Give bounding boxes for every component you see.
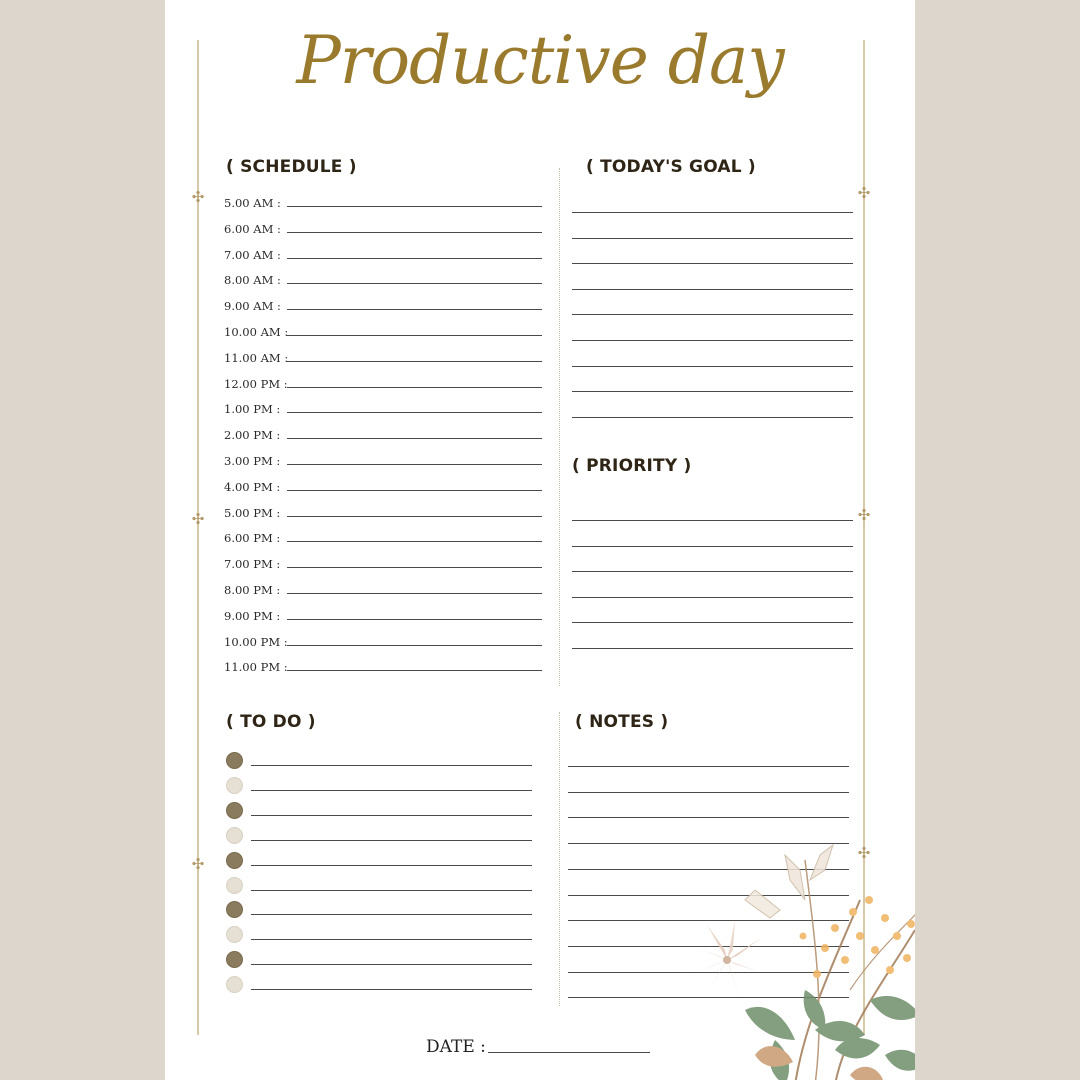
schedule-row [224, 400, 542, 420]
goal-line[interactable] [572, 391, 853, 392]
ornament-icon: ✣ [191, 510, 205, 528]
todo-line[interactable] [251, 815, 532, 816]
schedule-entry-line[interactable] [287, 645, 542, 646]
date-label: DATE : [426, 1037, 486, 1057]
schedule-entry-line[interactable] [287, 567, 542, 568]
todo-checkbox[interactable] [226, 926, 243, 943]
goal-line[interactable] [572, 340, 853, 341]
todo-item [226, 777, 532, 797]
ornament-icon: ✣ [857, 184, 871, 202]
schedule-entry-line[interactable] [287, 490, 542, 491]
schedule-time-label: 11.00 PM : [224, 660, 288, 675]
schedule-row [224, 349, 542, 369]
priority-line[interactable] [572, 597, 853, 598]
schedule-time-label: 3.00 PM : [224, 454, 281, 468]
schedule-time-label: 8.00 PM : [224, 583, 281, 597]
goal-line[interactable] [572, 263, 853, 264]
todo-checkbox[interactable] [226, 852, 243, 869]
notes-heading: ( NOTES ) [575, 712, 669, 732]
todo-item [226, 752, 532, 772]
todo-item [226, 901, 532, 921]
todo-item [226, 802, 532, 822]
schedule-entry-line[interactable] [287, 387, 542, 388]
priority-line[interactable] [572, 622, 853, 623]
goal-line[interactable] [572, 366, 853, 367]
ornament-icon: ✣ [191, 855, 205, 873]
schedule-row [224, 220, 542, 240]
goal-line[interactable] [572, 212, 853, 213]
todo-line[interactable] [251, 790, 532, 791]
planner-page [165, 0, 915, 1080]
column-divider [559, 168, 560, 686]
schedule-row [224, 452, 542, 472]
schedule-time-label: 9.00 PM : [224, 608, 281, 623]
todo-line[interactable] [251, 840, 532, 841]
todo-item [226, 976, 532, 996]
schedule-time-label: 8.00 AM : [224, 273, 281, 288]
todo-checkbox[interactable] [226, 752, 243, 769]
schedule-row [224, 633, 542, 653]
todo-line[interactable] [251, 989, 532, 990]
ornament-icon: ✣ [857, 844, 871, 862]
date-field[interactable] [488, 1052, 650, 1053]
goal-line[interactable] [572, 289, 853, 290]
goal-line[interactable] [572, 417, 853, 418]
priority-line[interactable] [572, 648, 853, 649]
schedule-heading: ( SCHEDULE ) [226, 157, 357, 177]
todo-item [226, 877, 532, 897]
schedule-entry-line[interactable] [287, 619, 542, 620]
priority-line[interactable] [572, 546, 853, 547]
todo-checkbox[interactable] [226, 827, 243, 844]
notes-line[interactable] [568, 766, 849, 767]
todo-line[interactable] [251, 964, 532, 965]
todo-checkbox[interactable] [226, 877, 243, 894]
schedule-entry-line[interactable] [287, 593, 542, 594]
schedule-row [224, 658, 542, 678]
priority-heading: ( PRIORITY ) [572, 456, 692, 476]
schedule-row [224, 375, 542, 395]
todo-checkbox[interactable] [226, 976, 243, 993]
todo-heading: ( TO DO ) [226, 712, 316, 732]
schedule-time-label: 2.00 PM : [224, 428, 281, 443]
todo-checkbox[interactable] [226, 777, 243, 794]
todo-line[interactable] [251, 865, 532, 866]
todo-item [226, 951, 532, 971]
schedule-entry-line[interactable] [287, 232, 542, 233]
schedule-row [224, 297, 542, 317]
schedule-row [224, 581, 542, 601]
schedule-entry-line[interactable] [287, 464, 542, 465]
todo-checkbox[interactable] [226, 901, 243, 918]
schedule-time-label: 10.00 PM : [224, 634, 288, 649]
column-divider [559, 712, 560, 1006]
schedule-time-label: 12.00 PM : [224, 376, 288, 391]
schedule-row [224, 246, 542, 266]
schedule-row [224, 271, 542, 291]
schedule-entry-line[interactable] [287, 335, 542, 336]
schedule-entry-line[interactable] [287, 412, 542, 413]
priority-line[interactable] [572, 520, 853, 521]
todo-line[interactable] [251, 890, 532, 891]
priority-line[interactable] [572, 571, 853, 572]
floral-illustration [685, 840, 915, 1080]
goal-line[interactable] [572, 238, 853, 239]
schedule-row [224, 426, 542, 446]
schedule-time-label: 6.00 AM : [224, 221, 281, 236]
schedule-entry-line[interactable] [287, 670, 542, 671]
schedule-row [224, 194, 542, 214]
todo-line[interactable] [251, 939, 532, 940]
schedule-time-label: 10.00 AM : [224, 325, 289, 339]
schedule-time-label: 11.00 AM : [224, 350, 289, 365]
schedule-row [224, 607, 542, 627]
schedule-entry-line[interactable] [287, 258, 542, 259]
todo-item [226, 852, 532, 872]
schedule-row [224, 555, 542, 575]
todo-item [226, 926, 532, 946]
schedule-time-label: 1.00 PM : [224, 402, 281, 417]
todo-line[interactable] [251, 765, 532, 766]
schedule-entry-line[interactable] [287, 516, 542, 517]
schedule-time-label: 9.00 AM : [224, 299, 281, 314]
goal-line[interactable] [572, 314, 853, 315]
schedule-entry-line[interactable] [287, 541, 542, 542]
schedule-time-label: 6.00 PM : [224, 531, 281, 546]
todo-line[interactable] [251, 914, 532, 915]
schedule-entry-line[interactable] [287, 206, 542, 207]
schedule-time-label: 7.00 PM : [224, 557, 281, 572]
todo-item [226, 827, 532, 847]
schedule-row [224, 323, 542, 343]
schedule-time-label: 5.00 PM : [224, 505, 281, 520]
todo-checkbox[interactable] [226, 951, 243, 968]
schedule-time-label: 5.00 AM : [224, 196, 281, 210]
schedule-entry-line[interactable] [287, 361, 542, 362]
schedule-entry-line[interactable] [287, 283, 542, 284]
schedule-time-label: 7.00 AM : [224, 247, 281, 262]
schedule-row [224, 504, 542, 524]
goal-heading: ( TODAY'S GOAL ) [586, 157, 756, 177]
schedule-entry-line[interactable] [287, 309, 542, 310]
todo-checkbox[interactable] [226, 802, 243, 819]
schedule-time-label: 4.00 PM : [224, 479, 281, 494]
page-title: Productive day [296, 22, 784, 99]
schedule-row [224, 478, 542, 498]
notes-line[interactable] [568, 792, 849, 793]
schedule-entry-line[interactable] [287, 438, 542, 439]
ornament-icon: ✣ [191, 188, 205, 206]
ornament-icon: ✣ [857, 506, 871, 524]
notes-line[interactable] [568, 817, 849, 818]
schedule-row [224, 529, 542, 549]
